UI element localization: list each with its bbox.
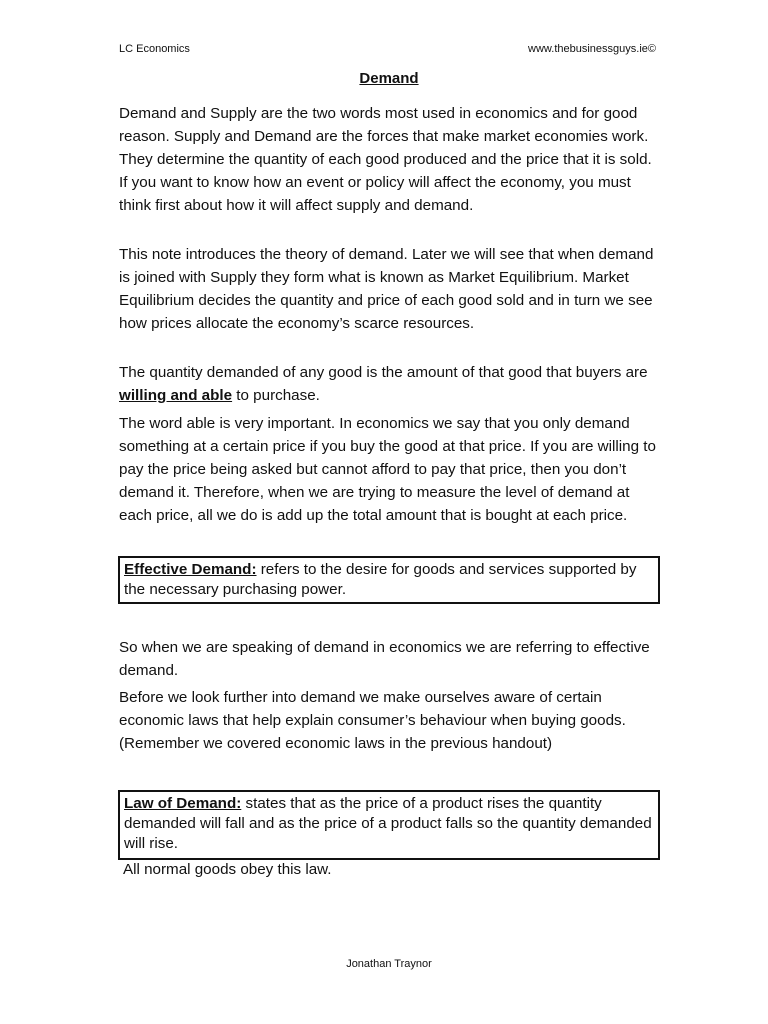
definition-box-law-of-demand xyxy=(118,790,660,860)
paragraph-normal-goods-text: All normal goods obey this law. xyxy=(123,861,332,878)
header-website-label: www.thebusinessguys.ie© xyxy=(528,43,656,55)
paragraph-effective-demand-text: So when we are speaking of demand in economics we are referring to effective demand. xyxy=(119,639,650,679)
paragraph-theory-text: This note introduces the theory of demand. Later we will see that when demand is joined with Supply they form what is known as Market Equilibrium. Market Equilibrium decides the quantity and price of each good sold and in turn we see how prices allocate the economy’s scarce resources. xyxy=(119,246,654,332)
paragraph-able-text: The word able is very important. In economics we say that you only demand something at a certain price if you buy the good at that price. If you are willing to pay the price being asked but cannot afford to pay that price, then you don’t demand it. Therefore, when we are trying to measure the level of demand at each price, all we do is add up the total amount that is bought at each price. xyxy=(119,415,656,524)
text-before-emphasis: The quantity demanded of any good is the amount of that good that buyers are xyxy=(119,364,648,381)
paragraph-economic-laws xyxy=(119,686,659,755)
paragraph-intro xyxy=(119,102,659,217)
definition-text-law-of-demand: states that as the price of a product rises the quantity demanded will fall and as the price of a product falls so the quantity demanded will rise. xyxy=(124,795,652,852)
definition-term-law-of-demand: Law of Demand: xyxy=(124,795,242,812)
paragraph-normal-goods xyxy=(123,858,663,881)
paragraph-theory xyxy=(119,243,659,335)
page-title: Demand xyxy=(359,70,419,87)
definition-box-effective-demand xyxy=(118,556,660,604)
definition-text-effective-demand: refers to the desire for goods and services supported by the necessary purchasing power. xyxy=(124,561,637,598)
emphasis-willing-and-able: willing and able xyxy=(119,387,233,404)
footer-author: Jonathan Traynor xyxy=(346,958,432,970)
header-left-label: LC Economics xyxy=(119,43,190,55)
paragraph-quantity-demanded-text xyxy=(119,361,659,407)
text-after-emphasis: to purchase. xyxy=(232,387,320,404)
paragraph-effective-demand xyxy=(119,636,659,682)
paragraph-able xyxy=(119,412,659,527)
paragraph-quantity-demanded xyxy=(119,361,659,407)
paragraph-intro-text: Demand and Supply are the two words most used in economics and for good reason. Supply and Demand are the forces that make market economies work. They determine the quantity of each good produced and the price that it is sold. If you want to know how an event or policy will affect the economy, you must think first about how it will affect supply and demand. xyxy=(119,105,652,214)
paragraph-economic-laws-text: Before we look further into demand we make ourselves aware of certain economic laws that help explain consumer’s behaviour when buying goods. (Remember we covered economic laws in the previous handout) xyxy=(119,689,626,752)
definition-term-effective-demand: Effective Demand: xyxy=(124,561,257,578)
